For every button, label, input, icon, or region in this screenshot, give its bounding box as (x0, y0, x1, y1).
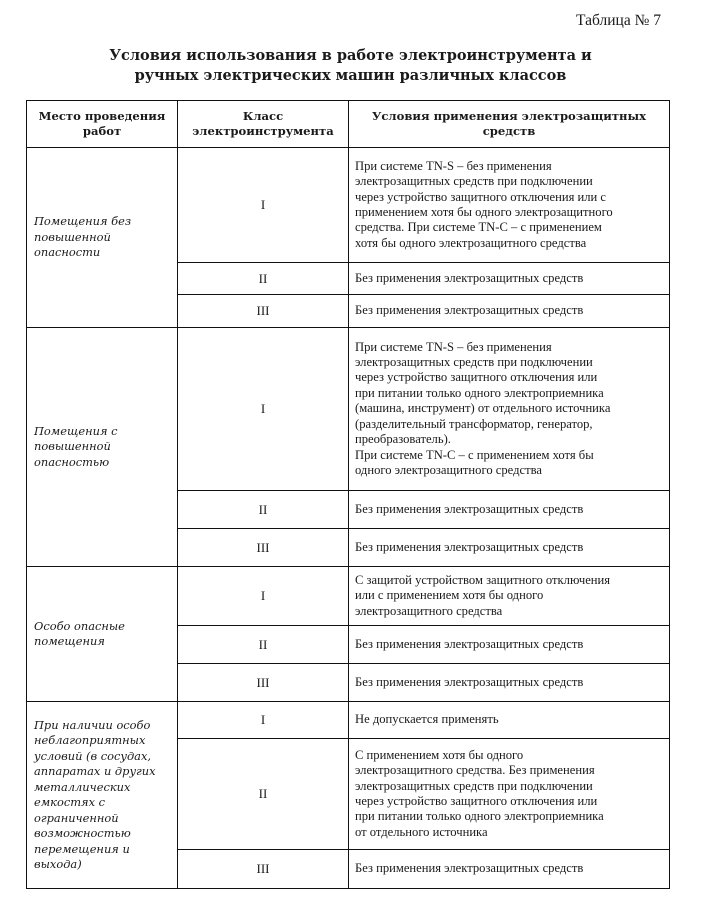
place-line: перемещения и (34, 841, 130, 856)
conditions-line: Без применения электрозащитных средств (355, 674, 584, 689)
class-cell: II (178, 626, 349, 664)
place-line: Помещения с (34, 423, 118, 438)
conditions-line: Без применения электрозащитных средств (355, 270, 584, 285)
place-line: ограниченной (34, 810, 119, 825)
table-row (27, 567, 670, 626)
place-cell (27, 567, 178, 702)
conditions-cell (349, 491, 670, 529)
conditions-cell (349, 263, 670, 295)
place-line: условий (в сосудах, (34, 748, 151, 763)
conditions-line: Без применения электрозащитных средств (355, 303, 584, 318)
header-class: Класс электроинструмента (178, 101, 349, 148)
class-cell: III (178, 295, 349, 328)
conditions-line: применением хотя бы одного электрозащитного (355, 205, 613, 219)
conditions-line: или с применением хотя бы одного (355, 588, 544, 603)
conditions-line: Не допускается применять (355, 712, 499, 727)
table-header-row (27, 101, 670, 148)
conditions-line: через устройство защитного отключения или (355, 794, 598, 808)
conditions-cell (349, 739, 670, 850)
place-line: металлических (34, 779, 131, 794)
conditions-cell (349, 567, 670, 626)
conditions-cell (349, 850, 670, 889)
conditions-table (26, 100, 670, 889)
class-cell: I (178, 328, 349, 491)
conditions-line: через устройство защитного отключения или с (355, 189, 607, 204)
conditions-line: При системе TN-C – с применением хотя бы (355, 447, 594, 462)
place-line: повышенной (34, 229, 111, 244)
conditions-cell (349, 295, 670, 328)
title-line: ручных электрических машин различных классов (134, 67, 567, 84)
class-cell: I (178, 567, 349, 626)
conditions-cell (349, 148, 670, 263)
place-line: повышенной (34, 439, 111, 454)
table-row (27, 702, 670, 739)
conditions-line: электрозащитных средств при подключении (355, 355, 593, 370)
conditions-line: Без применения электрозащитных средств (355, 861, 584, 876)
class-cell: I (178, 702, 349, 739)
conditions-cell (349, 529, 670, 567)
conditions-line: преобразователь). (355, 432, 451, 447)
place-cell (27, 702, 178, 889)
conditions-line: электрозащитных средств при подключении (355, 174, 593, 189)
conditions-line: С защитой устройством защитного отключения (355, 572, 611, 587)
place-line: Особо опасные (34, 618, 125, 633)
table-body (27, 148, 670, 889)
conditions-line: одного электрозащитного средства (355, 462, 542, 477)
conditions-cell (349, 702, 670, 739)
table-row (27, 328, 670, 491)
conditions-cell (349, 328, 670, 491)
header-place: Место проведения работ (27, 101, 178, 148)
place-line: Помещения без (34, 214, 132, 229)
conditions-line: Без применения электрозащитных средств (355, 636, 584, 651)
conditions-line: Без применения электрозащитных средств (355, 501, 584, 516)
place-line: аппаратах и других (34, 764, 156, 778)
place-cell (27, 148, 178, 328)
place-line: неблагоприятных (34, 733, 146, 747)
conditions-line: электрозащитного средства. Без применения (355, 763, 595, 778)
place-line: помещения (34, 634, 105, 648)
conditions-line: средства. При системе TN-C – с применением (355, 220, 602, 235)
place-line: выхода) (34, 857, 82, 871)
place-line: опасностью (34, 454, 110, 469)
conditions-line: от отдельного источника (355, 824, 488, 839)
conditions-line: При системе TN-S – без применения (355, 158, 552, 173)
place-line: опасности (34, 245, 101, 260)
class-cell: II (178, 263, 349, 295)
place-cell (27, 328, 178, 567)
conditions-cell (349, 626, 670, 664)
class-cell: II (178, 739, 349, 850)
conditions-line: электрозащитных средств при подключении (355, 778, 593, 793)
conditions-line: через устройство защитного отключения или (355, 370, 598, 385)
place-line: возможностью (34, 826, 131, 840)
place-line: емкостях с (34, 795, 105, 809)
conditions-line: (машина, инструмент) от отдельного источника (355, 401, 611, 416)
conditions-line: хотя бы одного электрозащитного средства (355, 235, 587, 250)
header-conditions: Условия применения электрозащитных средств (349, 101, 670, 148)
class-cell: III (178, 850, 349, 889)
conditions-line: при питании только одного электроприемника (355, 809, 604, 824)
class-cell: II (178, 491, 349, 529)
conditions-cell (349, 664, 670, 702)
title-line: Условия использования в работе электроинструмента и (109, 47, 592, 64)
class-cell: III (178, 664, 349, 702)
conditions-line: С применением хотя бы одного (355, 747, 524, 762)
conditions-line: (разделительный трансформатор, генератор, (355, 416, 593, 431)
conditions-line: электрозащитного средства (355, 603, 503, 618)
table-number-label: Таблица № 7 (576, 12, 661, 29)
place-line: При наличии особо (34, 717, 151, 732)
conditions-line: при питании только одного электроприемника (355, 385, 604, 400)
document-title (0, 46, 701, 86)
table-row (27, 148, 670, 263)
conditions-line: Без применения электрозащитных средств (355, 539, 584, 554)
class-cell: I (178, 148, 349, 263)
conditions-line: При системе TN-S – без применения (355, 339, 552, 354)
class-cell: III (178, 529, 349, 567)
